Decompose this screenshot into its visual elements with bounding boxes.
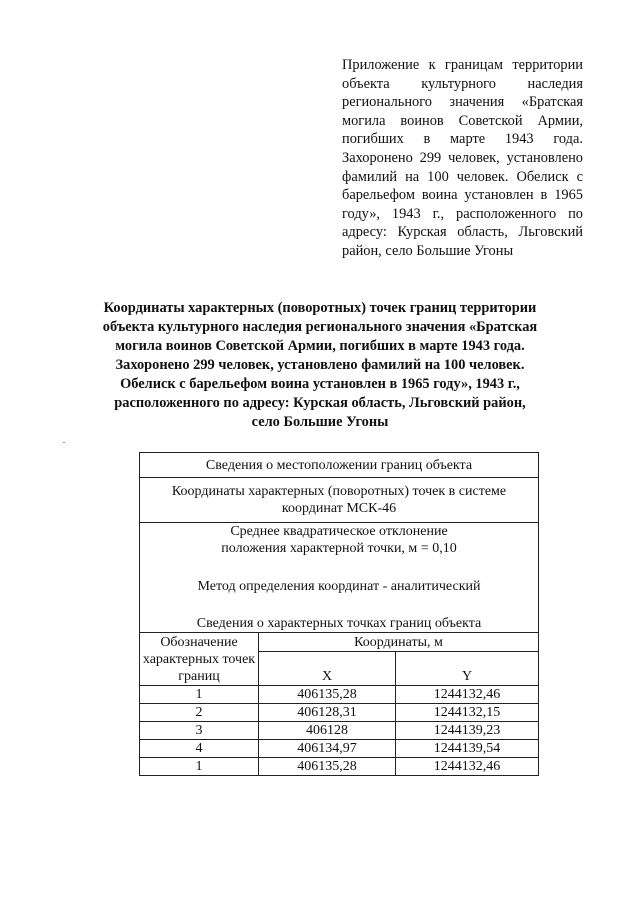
point-cell: 1 xyxy=(140,758,259,776)
table-row xyxy=(140,704,539,722)
annex-note: Приложение к границам территории объекта культурного наследия регионального значения «Братская могила воинов Советской Армии, погибших в марте 1943 года. Захоронено 299 человек, установлено фамилий на 100 человек. Обелиск с барельефом воина установлен в 1965 году», 1943 г., расположенного по адресу: Курская область, Льговский район, село Большие Угоны xyxy=(342,57,583,259)
table-row xyxy=(140,758,539,776)
table-row xyxy=(140,686,539,704)
document-heading: Координаты характерных (поворотных) точек границ территории объекта культурного наследия регионального значения «Братская могила воинов Советской Армии, погибших в марте 1943 года. Захоронено 299 человек, установлено фамилий на 100 человек. Обелиск с барельефом воина установлен в 1965 году», 1943 г., расположенного по адресу: Курская область, Льговский район, село Большие Угоны xyxy=(102,300,538,430)
scan-speck xyxy=(63,442,65,443)
coordinates-table xyxy=(139,452,539,776)
deviation-line-1: Среднее квадратическое отклонение xyxy=(230,524,448,539)
y-cell: 1244139,23 xyxy=(396,722,539,740)
x-cell: 406135,28 xyxy=(259,758,396,776)
points-header: Сведения о характерных точках границ объекта xyxy=(196,616,482,631)
y-cell: 1244132,46 xyxy=(396,758,539,776)
col-x-header: X xyxy=(259,652,396,686)
point-cell: 1 xyxy=(140,686,259,704)
table-row xyxy=(140,740,539,758)
point-cell: 3 xyxy=(140,722,259,740)
point-cell: 4 xyxy=(140,740,259,758)
col-coords-header: Координаты, м xyxy=(259,633,539,652)
table-title: Сведения о местоположении границ объекта xyxy=(140,453,539,478)
y-cell: 1244139,54 xyxy=(396,740,539,758)
x-cell: 406128,31 xyxy=(259,704,396,722)
table-row xyxy=(140,722,539,740)
x-cell: 406134,97 xyxy=(259,740,396,758)
coordinate-system: Координаты характерных (поворотных) точек в системе координат МСК-46 xyxy=(140,478,539,523)
col-y-header: Y xyxy=(396,652,539,686)
y-cell: 1244132,15 xyxy=(396,704,539,722)
method-block xyxy=(140,523,539,633)
point-cell: 2 xyxy=(140,704,259,722)
col-point-label: Обозначение характерных точек границ xyxy=(140,633,259,686)
method-line: Метод определения координат - аналитический xyxy=(197,579,481,594)
deviation-line-2: положения характерной точки, м = 0,10 xyxy=(221,541,457,556)
y-cell: 1244132,46 xyxy=(396,686,539,704)
x-cell: 406135,28 xyxy=(259,686,396,704)
x-cell: 406128 xyxy=(259,722,396,740)
